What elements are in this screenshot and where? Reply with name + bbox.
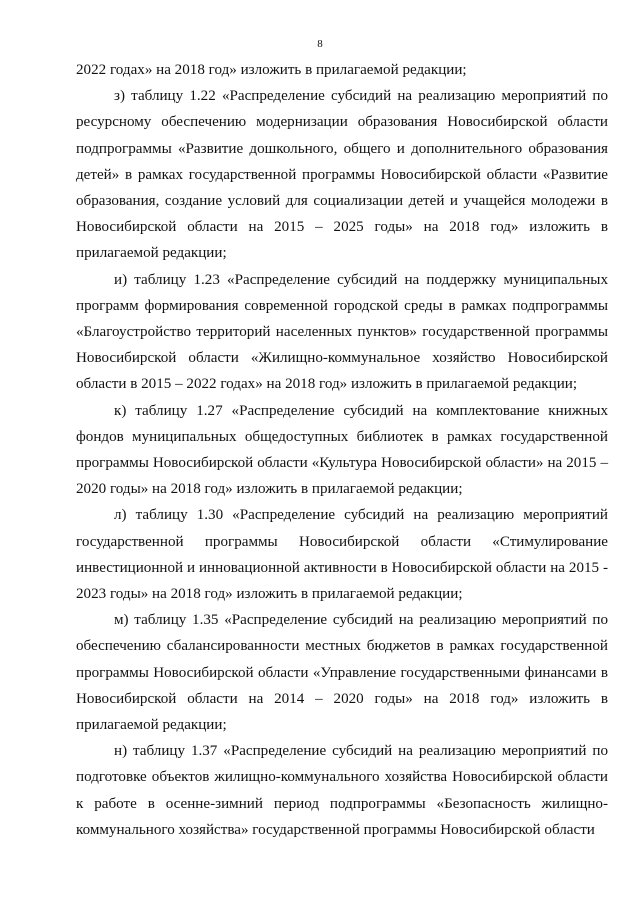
paragraph-z: з) таблицу 1.22 «Распределение субсидий на реализацию мероприятий по ресурсному обеспечению модернизации образования Новосибирской области подпрограммы «Развитие дошкольного, общего и дополнительного образования детей» в рамках государственной программы Новосибирской области «Развитие образования, создание условий для социализации детей и учащейся молодежи в Новосибирской области на 2015 – 2025 годы» на 2018 год» изложить в прилагаемой редакции;	[76, 88, 608, 262]
paragraph-k: к) таблицу 1.27 «Распределение субсидий на комплектование книжных фондов муниципальных общедоступных библиотек в рамках государственной программы Новосибирской области «Культура Новосибирской области» на 2015 – 2020 годы» на 2018 год» изложить в прилагаемой редакции;	[76, 402, 608, 498]
paragraph-l: л) таблицу 1.30 «Распределение субсидий на реализацию мероприятий государственной программы Новосибирской области «Стимулирование инвестиционной и инновационной активности в Новосибирской области на 2015 - 2023 годы» на 2018 год» изложить в прилагаемой редакции;	[76, 507, 608, 603]
document-body	[76, 57, 608, 843]
paragraph-i: и) таблицу 1.23 «Распределение субсидий на поддержку муниципальных программ формирования современной городской среды в рамках подпрограммы «Благоустройство территорий населенных пунктов» государственной программы Новосибирской области «Жилищно-коммунальное хозяйство Новосибирской области в 2015 – 2022 годах» на 2018 год» изложить в прилагаемой редакции;	[76, 271, 608, 393]
paragraph-m: м) таблицу 1.35 «Распределение субсидий на реализацию мероприятий по обеспечению сбалансированности местных бюджетов в рамках государственной программы Новосибирской области «Управление государственными финансами в Новосибирской области на 2014 – 2020 годы» на 2018 год» изложить в прилагаемой редакции;	[76, 612, 608, 734]
paragraph-continuation: 2022 годах» на 2018 год» изложить в прилагаемой редакции;	[76, 62, 467, 78]
paragraph-n: н) таблицу 1.37 «Распределение субсидий на реализацию мероприятий по подготовке объектов жилищно-коммунального хозяйства Новосибирской области к работе в осенне-зимний период подпрограммы «Безопасность жилищно-коммунального хозяйства» государственной программы Новосибирской области	[76, 743, 608, 838]
page-number: 8	[317, 38, 323, 50]
